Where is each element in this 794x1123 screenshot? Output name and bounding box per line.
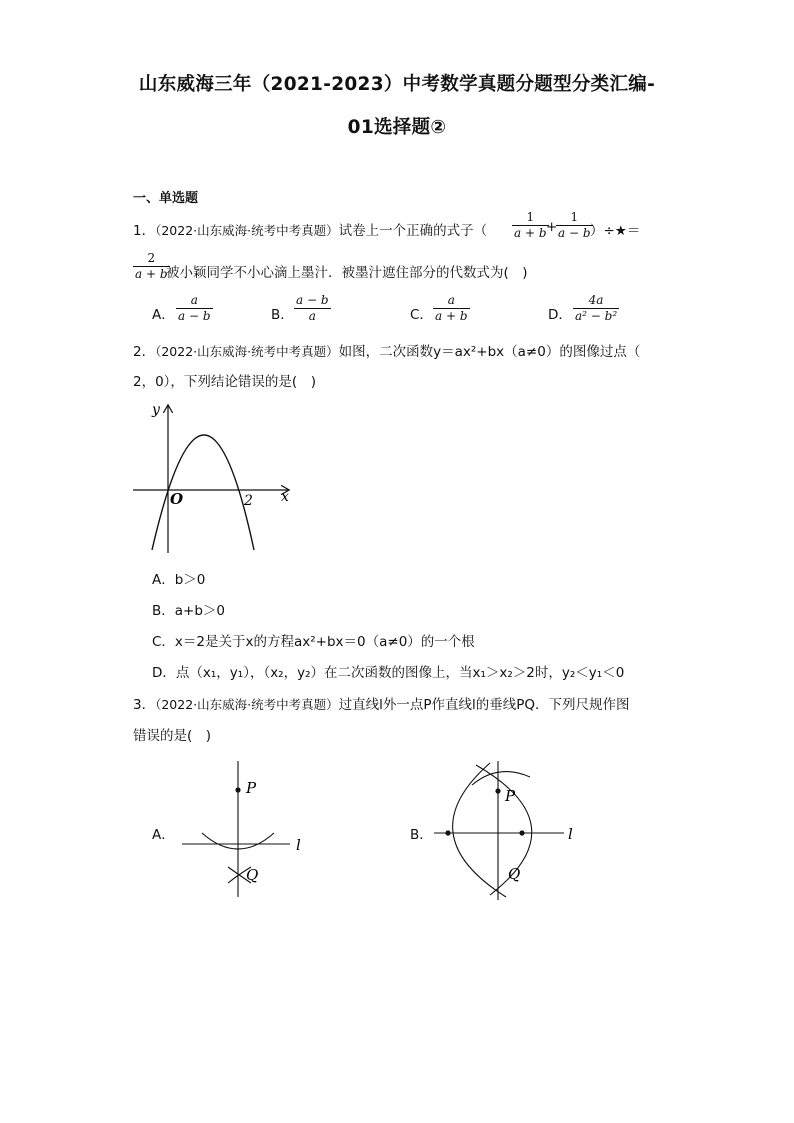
point-p [495, 788, 500, 793]
q1-option-d-label: D． [548, 307, 572, 323]
fraction-1 [512, 210, 549, 241]
question-1-source: （2022·山东威海·统考中考真题） [155, 223, 339, 238]
question-2-source: （2022·山东威海·统考中考真题） [155, 344, 339, 359]
x-axis-label: x [281, 489, 289, 505]
question-1-text-cont: ）÷★＝ [590, 223, 641, 239]
fraction-2-denominator: a − b [558, 226, 591, 240]
q1-option-d-denominator: a² − b² [575, 309, 618, 323]
question-2-line2: 2，0），下列结论错误的是( ) [133, 374, 316, 390]
question-1-text: 试卷上一个正确的式子（ [338, 223, 488, 239]
q1-option-d-fraction [573, 293, 619, 324]
fraction-1-denominator: a + b [514, 226, 547, 240]
question-1-number: 1． [133, 223, 156, 239]
question-3-number: 3． [133, 697, 156, 713]
question-1-line1 [133, 219, 487, 239]
fraction-1-numerator: 1 [512, 210, 549, 226]
root-label: 2 [244, 493, 253, 509]
q3-option-b-label: B． [410, 827, 433, 843]
q1-option-a-numerator: a [176, 293, 213, 309]
q1-option-a-fraction [176, 293, 213, 324]
point-p [235, 787, 240, 792]
parabola-graph [128, 398, 298, 558]
q2-option-c: C．x＝2是关于x的方程ax²+bx＝0（a≠0）的一个根 [152, 634, 475, 650]
question-3-text: 过直线l外一点P作直线l的垂线PQ．下列尺规作图 [338, 697, 630, 713]
q1-option-c-label: C． [410, 307, 433, 323]
fraction-3-denominator: a + b [135, 267, 168, 281]
fraction-2-numerator: 1 [556, 210, 593, 226]
q1-option-c-numerator: a [433, 293, 470, 309]
right-point [519, 830, 524, 835]
q2-option-a: A．b＞0 [152, 572, 206, 588]
y-axis-label: y [152, 402, 160, 418]
q1-option-d-numerator: 4a [573, 293, 619, 309]
label-p: P [505, 787, 516, 805]
document-title-line1: 山东威海三年（2021-2023）中考数学真题分题型分类汇编- [138, 74, 656, 95]
q1-option-b-label: B． [271, 307, 294, 323]
plus-sign: + [546, 219, 558, 235]
q1-option-a-label: A． [152, 307, 175, 323]
construction-figure-a [176, 755, 316, 900]
label-l: l [296, 836, 301, 854]
q1-option-c-denominator: a + b [435, 309, 468, 323]
question-2-line1 [133, 340, 640, 360]
question-2-text: 如图，二次函数y＝ax²+bx（a≠0）的图像过点（ [338, 344, 641, 360]
fraction-2 [556, 210, 593, 241]
q1-option-b-denominator: a [308, 309, 316, 323]
q1-option-b-fraction [294, 293, 331, 324]
question-3-line2: 错误的是( ) [133, 728, 212, 744]
label-p: P [246, 779, 257, 797]
question-3-source: （2022·山东威海·统考中考真题） [155, 697, 339, 712]
fraction-3 [133, 251, 170, 282]
document-title-line2: 01选择题② [347, 117, 447, 138]
left-point [445, 830, 450, 835]
origin-label: O [170, 490, 184, 508]
label-q: Q [246, 866, 259, 884]
q1-option-c-fraction [433, 293, 470, 324]
label-l: l [568, 825, 573, 843]
q1-option-b-numerator: a − b [296, 293, 329, 307]
question-2-number: 2． [133, 344, 156, 360]
parabola-curve [152, 435, 254, 550]
question-3-line1 [133, 693, 630, 713]
q1-option-a-denominator: a − b [178, 309, 211, 323]
label-q: Q [508, 865, 521, 883]
right-arc [476, 765, 532, 895]
question-1-text-line2: 被小颖同学不小心滴上墨汁．被墨汁遮住部分的代数式为( ) [166, 265, 528, 281]
q3-option-a-label: A． [152, 827, 175, 843]
q2-option-b: B．a+b＞0 [152, 603, 226, 619]
q2-option-d: D．点（x₁，y₁），（x₂，y₂）在二次函数的图像上，当x₁＞x₂＞2时，y₂＜y₁＜0 [152, 665, 625, 681]
construction-figure-b [430, 755, 585, 905]
top-arc [472, 772, 530, 785]
section-heading: 一、单选题 [133, 191, 199, 206]
fraction-3-numerator: 2 [133, 251, 170, 267]
